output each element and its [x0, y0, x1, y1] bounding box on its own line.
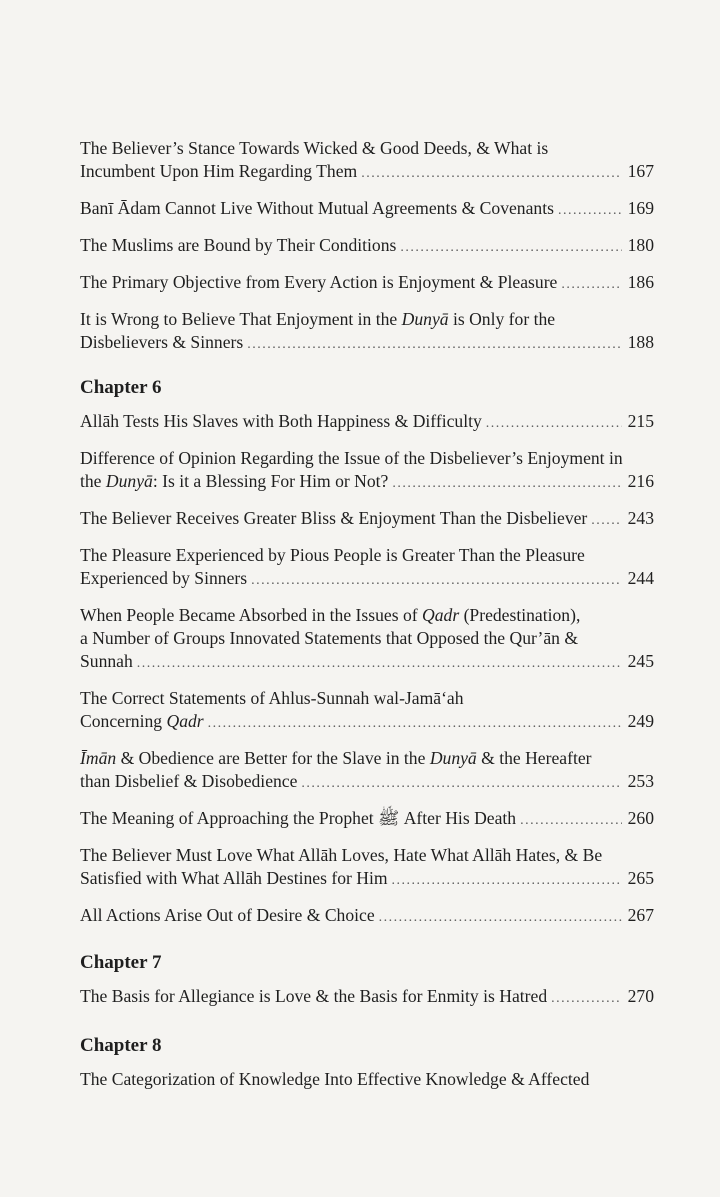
- page-number: 267: [627, 905, 654, 925]
- toc-entry-last-line: [80, 867, 654, 892]
- toc-entry: [80, 544, 654, 592]
- toc-entry: [80, 747, 654, 795]
- toc-entry: [80, 604, 654, 675]
- leader-dots: [392, 472, 622, 495]
- page-number: 216: [627, 471, 654, 491]
- page-number: 245: [627, 651, 654, 671]
- toc-entry-last-line: [80, 234, 654, 259]
- toc-entry: [80, 507, 654, 532]
- toc-entry-title: Disbelievers & Sinners: [80, 332, 244, 352]
- toc-entry-title: The Muslims are Bound by Their Conditions: [80, 235, 397, 255]
- toc-entry-last-line: [80, 271, 654, 296]
- leader-dots: [520, 809, 622, 832]
- page-number: 244: [627, 568, 654, 588]
- toc-entry: [80, 447, 654, 495]
- toc-entry-line: The Believer Must Love What Allāh Loves, Hate What Allāh Hates, & Be: [80, 845, 603, 865]
- toc-entry-title: the Dunyā: Is it a Blessing For Him or Not?: [80, 471, 389, 491]
- page-number: 215: [627, 411, 654, 431]
- toc-entry-last-line: [80, 470, 654, 495]
- toc-entry: [80, 904, 654, 929]
- toc-section-chapter-7: [80, 985, 654, 1010]
- leader-dots: [400, 236, 622, 259]
- page-number: 270: [627, 986, 654, 1006]
- toc-entry-title: Satisfied with What Allāh Destines for Him: [80, 868, 388, 888]
- leader-dots: [558, 199, 622, 222]
- chapter-6-heading: Chapter 6: [80, 377, 162, 398]
- toc-entry: [80, 410, 654, 435]
- toc-entry-line: The Correct Statements of Ahlus-Sunnah wal-Jamā‘ah: [80, 688, 464, 708]
- leader-dots: [392, 869, 622, 892]
- toc-entry-last-line: [80, 160, 654, 185]
- toc-entry-title: The Meaning of Approaching the Prophet ﷺ After His Death: [80, 808, 517, 828]
- page-number: 260: [627, 808, 654, 828]
- toc-entry-line: Īmān & Obedience are Better for the Slave in the Dunyā & the Hereafter: [80, 748, 592, 768]
- toc-page: [80, 137, 654, 1103]
- toc-entry-last-line: [80, 710, 654, 735]
- toc-entry-title: Sunnah: [80, 651, 133, 671]
- toc-entry-title: The Believer Receives Greater Bliss & Enjoyment Than the Disbeliever: [80, 508, 588, 528]
- toc-entry-line: The Pleasure Experienced by Pious People is Greater Than the Pleasure: [80, 545, 585, 565]
- chapter-8-heading: Chapter 8: [80, 1035, 162, 1056]
- leader-dots: [208, 712, 622, 735]
- toc-entry-title: Incumbent Upon Him Regarding Them: [80, 161, 358, 181]
- leader-dots: [301, 772, 622, 795]
- toc-entry-last-line: [80, 770, 654, 795]
- leader-dots: [379, 906, 622, 929]
- toc-entry-title: Concerning Qadr: [80, 711, 204, 731]
- toc-entry-line: The Categorization of Knowledge Into Effective Knowledge & Affected: [80, 1069, 590, 1089]
- leader-dots: [361, 162, 622, 185]
- leader-dots: [591, 509, 622, 532]
- toc-entry: [80, 308, 654, 356]
- page-number: 265: [627, 868, 654, 888]
- page-number: 188: [627, 332, 654, 352]
- leader-dots: [247, 333, 622, 356]
- toc-entry-last-line: [80, 197, 654, 222]
- toc-entry-title: Experienced by Sinners: [80, 568, 248, 588]
- toc-entry: [80, 844, 654, 892]
- toc-entry-last-line: [80, 985, 654, 1010]
- toc-entry-line: It is Wrong to Believe That Enjoyment in the Dunyā is Only for the: [80, 309, 556, 329]
- toc-entry-last-line: [80, 904, 654, 929]
- page-number: 243: [627, 508, 654, 528]
- toc-entry-last-line: [80, 410, 654, 435]
- leader-dots: [561, 273, 622, 296]
- toc-entry-title: Banī Ādam Cannot Live Without Mutual Agreements & Covenants: [80, 198, 554, 218]
- page-number: 186: [627, 272, 654, 292]
- page-number: 249: [627, 711, 654, 731]
- toc-entry-line: a Number of Groups Innovated Statements that Opposed the Qur’ān &: [80, 628, 579, 648]
- page-number: 253: [627, 771, 654, 791]
- toc-entry: [80, 687, 654, 735]
- toc-entry-title: The Basis for Allegiance is Love & the Basis for Enmity is Hatred: [80, 986, 548, 1006]
- toc-entry: [80, 985, 654, 1010]
- toc-entry-title: than Disbelief & Disobedience: [80, 771, 298, 791]
- toc-section-chapter-6: [80, 410, 654, 929]
- toc-entry-title: The Primary Objective from Every Action is Enjoyment & Pleasure: [80, 272, 558, 292]
- toc-entry-title: Allāh Tests His Slaves with Both Happiness & Difficulty: [80, 411, 482, 431]
- chapter-7-heading: Chapter 7: [80, 952, 162, 973]
- toc-entry-last-line: [80, 567, 654, 592]
- toc-entry: [80, 807, 654, 832]
- toc-entry: [80, 137, 654, 185]
- toc-entry-line: The Believer’s Stance Towards Wicked & Good Deeds, & What is: [80, 138, 549, 158]
- toc-entry-last-line: [80, 650, 654, 675]
- toc-entry-line: When People Became Absorbed in the Issues of Qadr (Predestination),: [80, 605, 581, 625]
- toc-section-top: [80, 137, 654, 356]
- page-number: 167: [627, 161, 654, 181]
- page-number: 180: [627, 235, 654, 255]
- toc-entry: [80, 271, 654, 296]
- toc-entry-last-line: [80, 807, 654, 832]
- toc-entry-title: All Actions Arise Out of Desire & Choice: [80, 905, 375, 925]
- toc-entry-last-line: [80, 507, 654, 532]
- toc-entry: [80, 234, 654, 259]
- page-number: 169: [627, 198, 654, 218]
- toc-entry-last-line: [80, 331, 654, 356]
- toc-entry: [80, 197, 654, 222]
- leader-dots: [486, 412, 622, 435]
- leader-dots: [551, 987, 622, 1010]
- toc-entry-line: Difference of Opinion Regarding the Issue of the Disbeliever’s Enjoyment in: [80, 448, 623, 468]
- leader-dots: [137, 652, 622, 675]
- leader-dots: [251, 569, 622, 592]
- toc-entry: [80, 1068, 654, 1091]
